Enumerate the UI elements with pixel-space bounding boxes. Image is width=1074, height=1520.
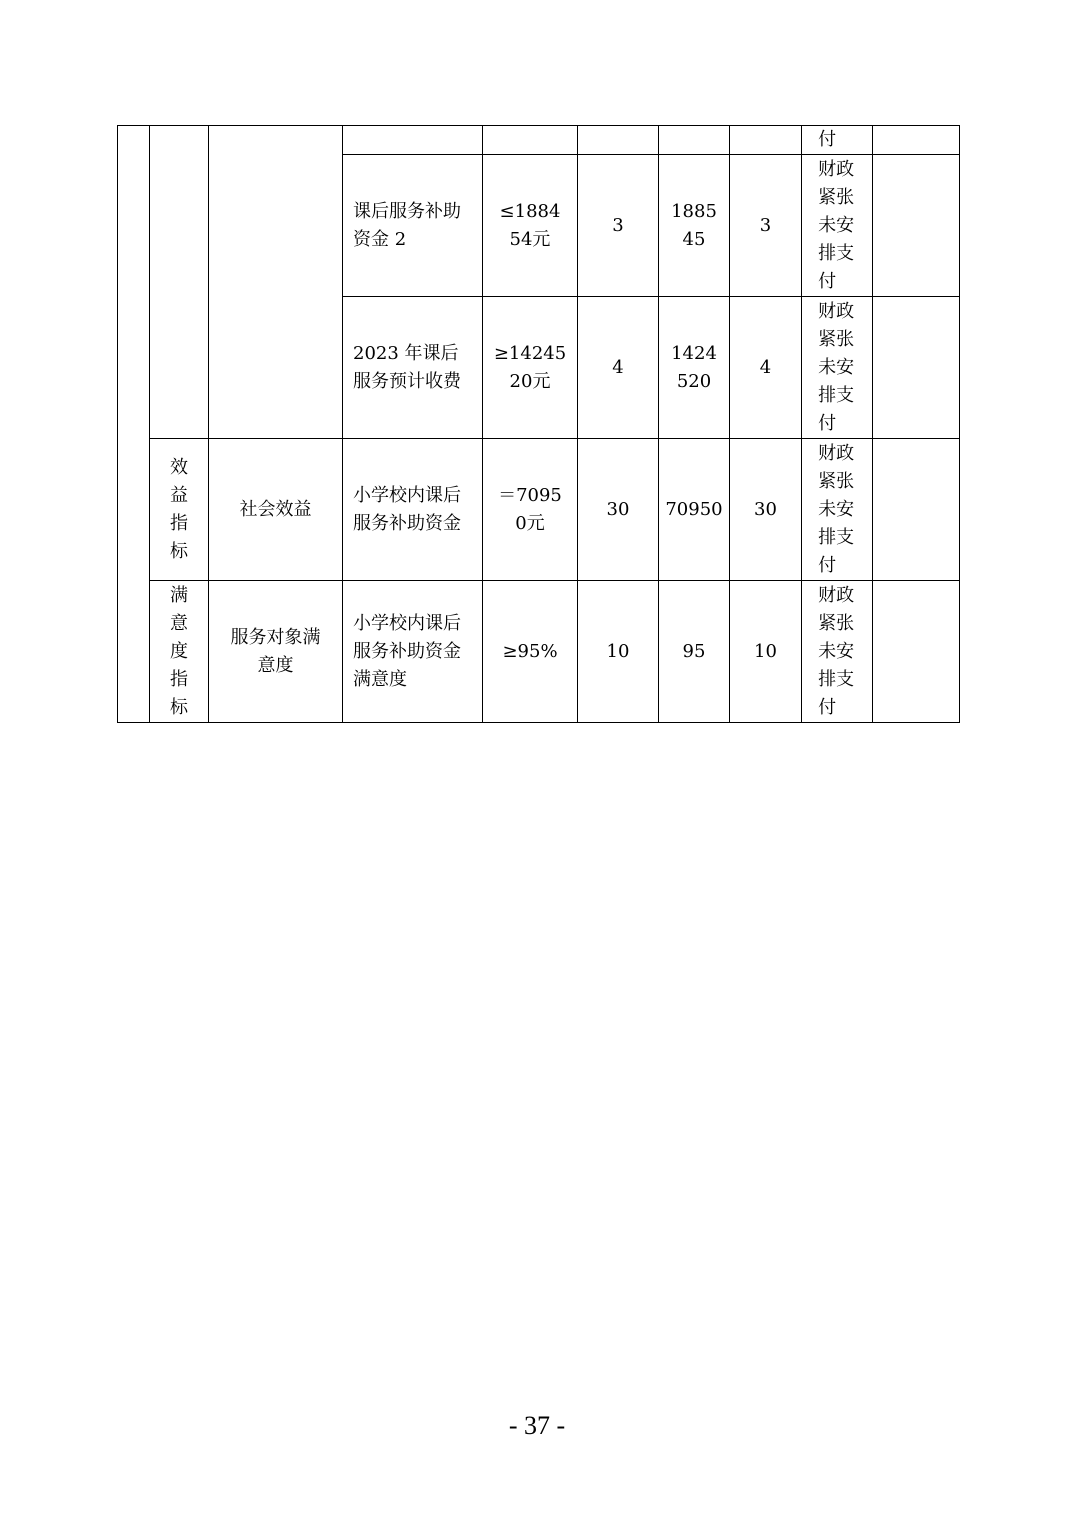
indicator-cell — [343, 126, 483, 155]
empty-cell — [873, 126, 960, 155]
page-number: - 37 - — [508, 1411, 566, 1440]
table-row — [118, 439, 960, 581]
category-level2-cell: 服务对象满意度 — [209, 581, 343, 723]
note-cell: 财政紧张未安排支付 — [802, 155, 873, 297]
target-value-cell: ≥95% — [483, 581, 578, 723]
indicator-cell: 2023 年课后服务预计收费 — [343, 297, 483, 439]
outer-category-cell — [118, 126, 150, 723]
score-cell — [578, 126, 659, 155]
actual-value-cell: 188545 — [659, 155, 730, 297]
category-level1-cell: 效益指标 — [150, 439, 209, 581]
indicator-cell: 课后服务补助资金 2 — [343, 155, 483, 297]
category-level1-cell: 满意度指标 — [150, 581, 209, 723]
indicator-cell: 小学校内课后服务补助资金 — [343, 439, 483, 581]
note-cell: 财政紧张未安排支付 — [802, 439, 873, 581]
actual-value-cell: 70950 — [659, 439, 730, 581]
score-cell: 3 — [578, 155, 659, 297]
note-cell: 财政紧张未安排支付 — [802, 297, 873, 439]
note-cell: 付 — [802, 126, 873, 155]
score-cell: 30 — [578, 439, 659, 581]
empty-cell — [873, 297, 960, 439]
empty-cell — [873, 581, 960, 723]
table-row — [118, 581, 960, 723]
note-cell: 财政紧张未安排支付 — [802, 581, 873, 723]
actual-score-cell: 4 — [730, 297, 802, 439]
target-value-cell: ≥1424520元 — [483, 297, 578, 439]
actual-value-cell — [659, 126, 730, 155]
actual-score-cell — [730, 126, 802, 155]
target-value-cell: ≤188454元 — [483, 155, 578, 297]
category-level2-cell — [209, 126, 343, 439]
category-level1-cell — [150, 126, 209, 439]
score-cell: 4 — [578, 297, 659, 439]
actual-value-cell: 95 — [659, 581, 730, 723]
actual-value-cell: 1424520 — [659, 297, 730, 439]
score-cell: 10 — [578, 581, 659, 723]
empty-cell — [873, 439, 960, 581]
actual-score-cell: 10 — [730, 581, 802, 723]
actual-score-cell: 30 — [730, 439, 802, 581]
actual-score-cell: 3 — [730, 155, 802, 297]
indicator-cell: 小学校内课后服务补助资金满意度 — [343, 581, 483, 723]
category-level2-cell: 社会效益 — [209, 439, 343, 581]
target-value-cell — [483, 126, 578, 155]
empty-cell — [873, 155, 960, 297]
table-row — [118, 126, 960, 155]
performance-indicator-table — [117, 125, 960, 723]
target-value-cell: ＝70950元 — [483, 439, 578, 581]
